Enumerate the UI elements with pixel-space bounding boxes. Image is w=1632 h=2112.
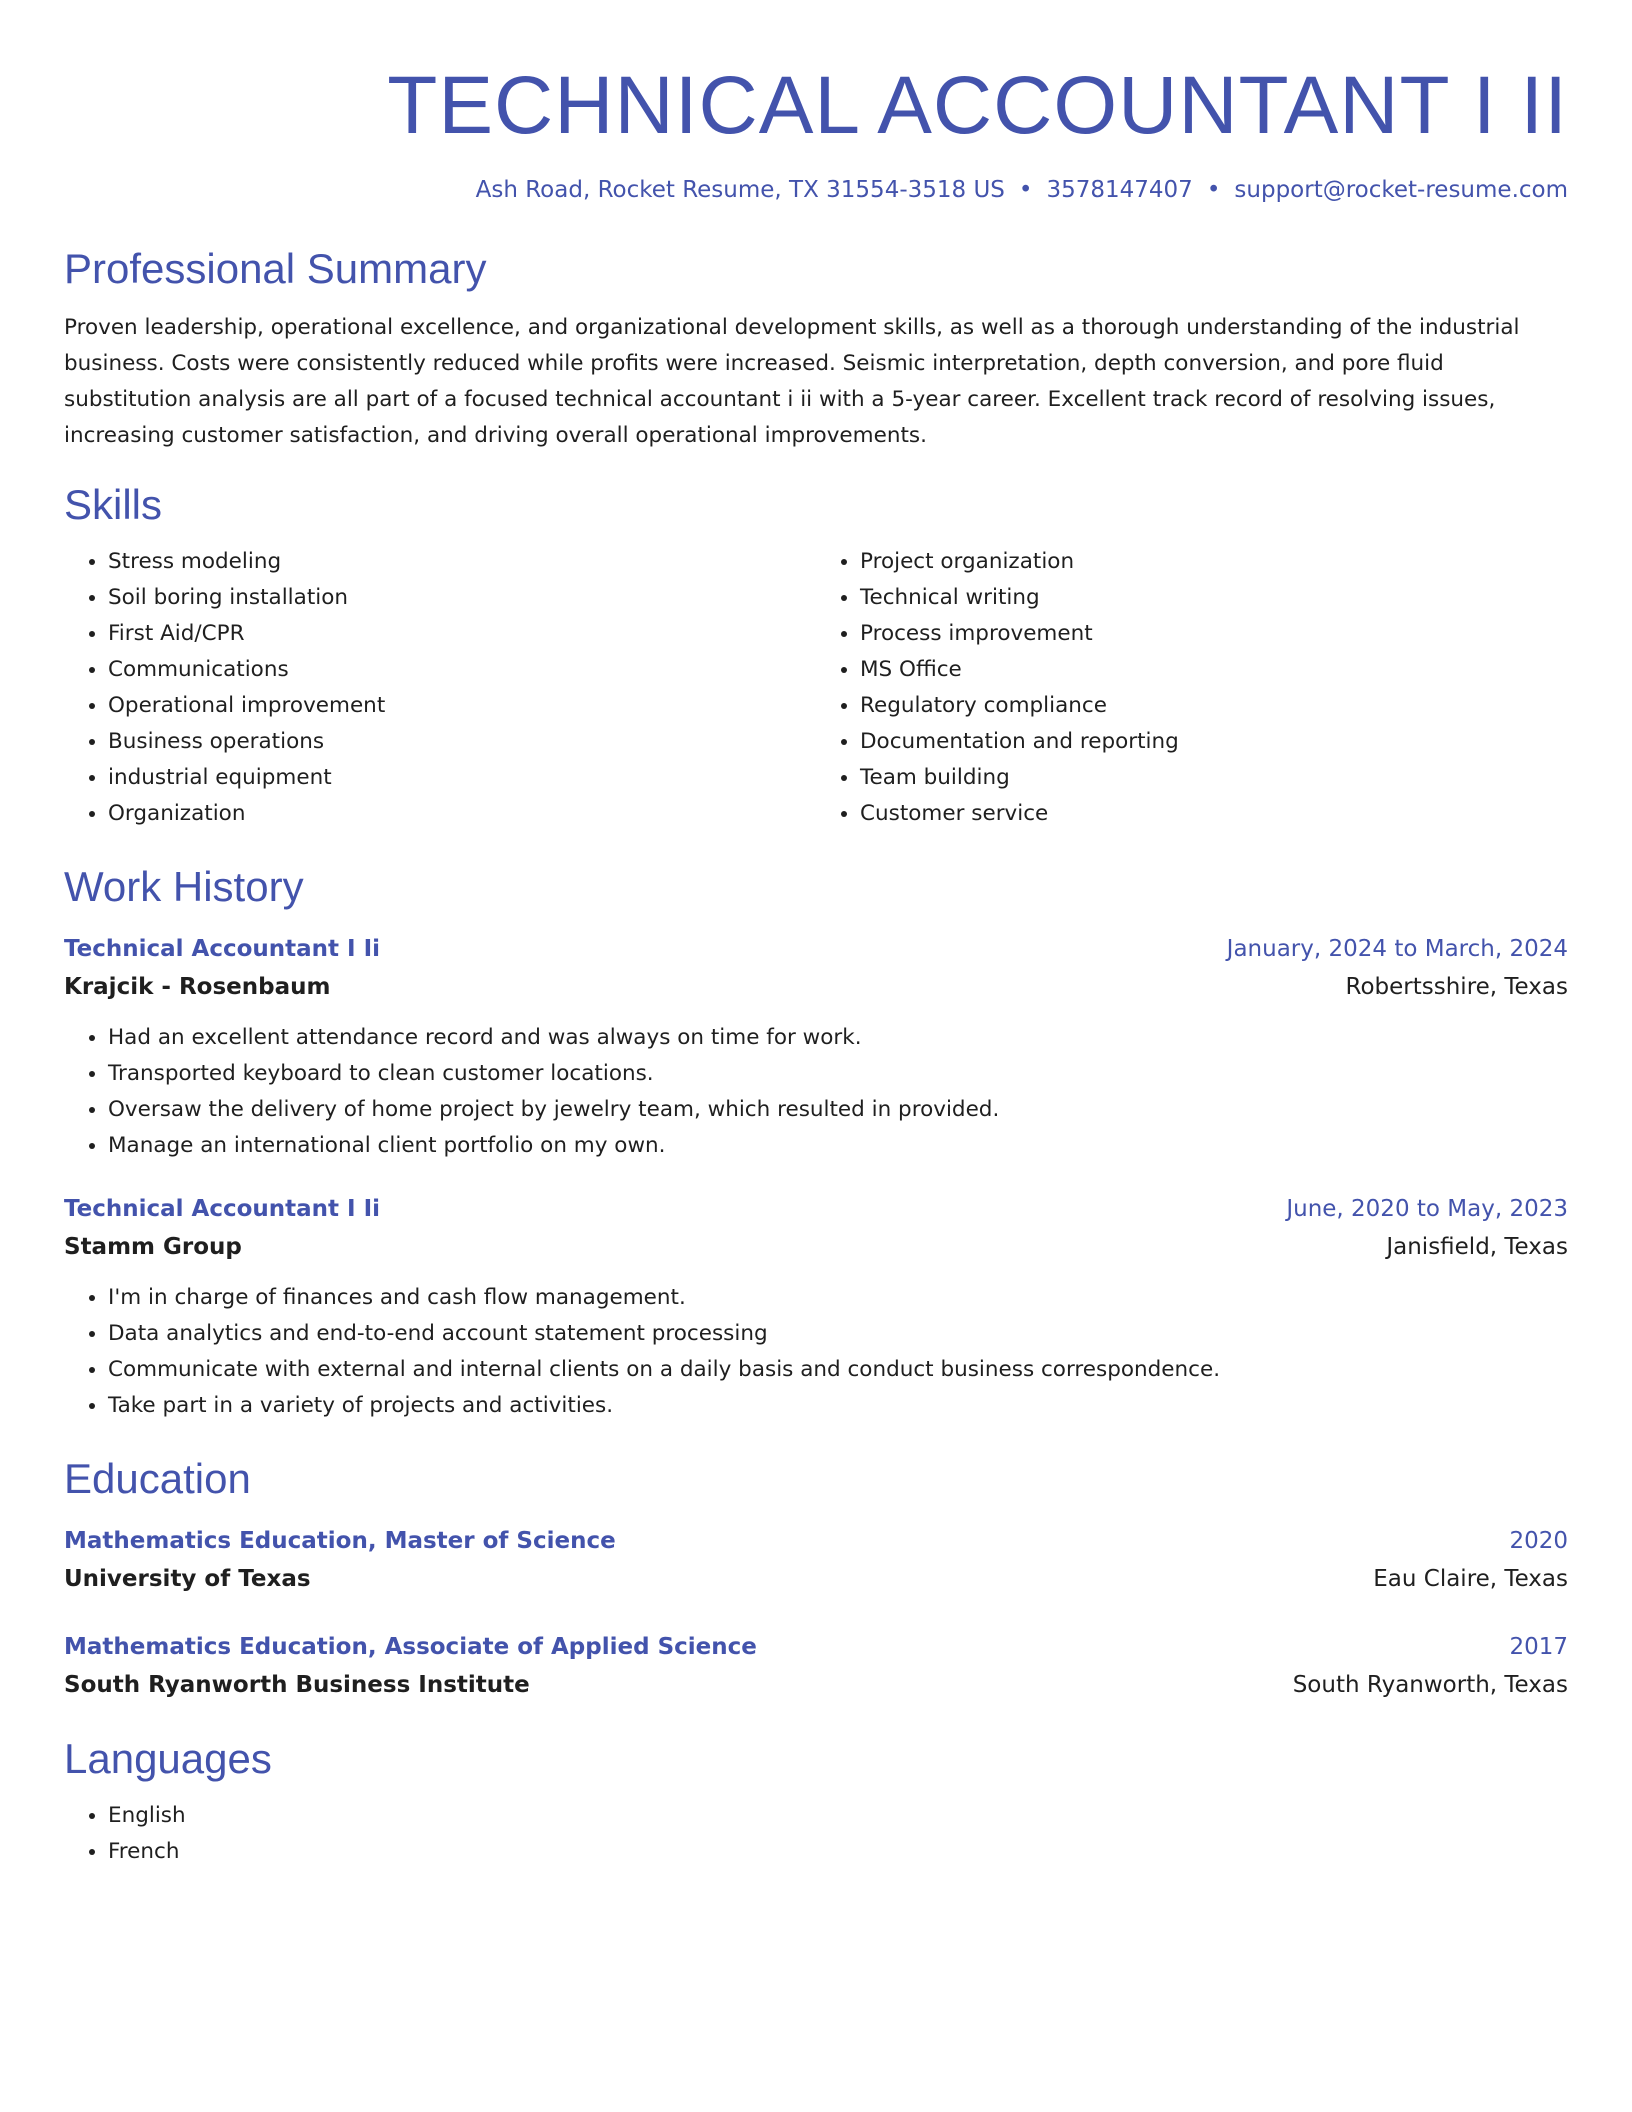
skill-item: • First Aid/CPR: [108, 616, 816, 652]
job-company-row: [64, 1228, 1568, 1266]
job-bullet: • Take part in a variety of projects and activities.: [108, 1388, 1568, 1424]
job-location: Robertsshire, Texas: [1345, 974, 1568, 1000]
language-item: • English: [108, 1798, 1568, 1834]
contact-phone: 3578147407: [1046, 177, 1193, 203]
skill-item: • Regulatory compliance: [860, 688, 1568, 724]
contact-separator: •: [1018, 177, 1033, 203]
education-entry: [64, 1628, 1568, 1704]
education-entry: [64, 1522, 1568, 1598]
job-title: Technical Accountant I Ii: [64, 936, 381, 962]
skill-item: • Technical writing: [860, 580, 1568, 616]
job-header-row: [64, 930, 1568, 968]
skill-item: • Business operations: [108, 724, 816, 760]
skill-item: • Team building: [860, 760, 1568, 796]
languages-list: [64, 1798, 1568, 1870]
skills-columns: [64, 544, 1568, 832]
education-degree: Mathematics Education, Associate of Applied Science: [64, 1634, 757, 1660]
summary-paragraph: Proven leadership, operational excellence, and organizational development skills, as well as a thorough understanding of the industrial business. Costs were consistently reduced while profits were increased. Seismic interpretation, depth conversion, and pore fluid substitution analysis are all part of a focused technical accountant i ii with a 5-year career. Excellent track record of resolving issues, increasing customer satisfaction, and driving overall operational improvements.: [64, 315, 1520, 448]
job-header-row: [64, 1190, 1568, 1228]
job-company: Krajcik - Rosenbaum: [64, 974, 331, 1000]
skill-item: • Organization: [108, 796, 816, 832]
skill-item: • Operational improvement: [108, 688, 816, 724]
language-item: • French: [108, 1834, 1568, 1870]
education-year: 2020: [1509, 1528, 1568, 1554]
job-bullet: • Transported keyboard to clean customer locations.: [108, 1056, 1568, 1092]
job-location: Janisfield, Texas: [1386, 1234, 1568, 1260]
work-history-heading: Work History: [64, 863, 304, 910]
candidate-title: TECHNICAL ACCOUNTANT I II: [387, 60, 1568, 151]
languages-heading: Languages: [64, 1735, 272, 1782]
languages-section: [64, 1734, 1568, 1870]
job-title: Technical Accountant I Ii: [64, 1196, 381, 1222]
job-dates: June, 2020 to May, 2023: [1286, 1196, 1568, 1222]
job-bullet: • Had an excellent attendance record and was always on time for work.: [108, 1020, 1568, 1056]
skill-item: • Documentation and reporting: [860, 724, 1568, 760]
education-school: South Ryanworth Business Institute: [64, 1672, 530, 1698]
job-company-row: [64, 968, 1568, 1006]
skill-item: • industrial equipment: [108, 760, 816, 796]
skills-right-list: [816, 544, 1568, 832]
job-dates: January, 2024 to March, 2024: [1226, 936, 1568, 962]
skill-item: • Communications: [108, 652, 816, 688]
education-school-row: [64, 1560, 1568, 1598]
job-bullets: [64, 1280, 1568, 1424]
education-section: [64, 1454, 1568, 1704]
work-history-section: [64, 862, 1568, 1424]
contact-line: [64, 174, 1568, 206]
job-bullets: [64, 1020, 1568, 1164]
education-heading: Education: [64, 1455, 251, 1502]
skills-heading: Skills: [64, 481, 163, 528]
summary-heading: Professional Summary: [64, 245, 487, 292]
contact-email[interactable]: support@rocket-resume.com: [1234, 177, 1568, 203]
job-bullet: • Data analytics and end-to-end account statement processing: [108, 1316, 1568, 1352]
job-bullet: • Communicate with external and internal clients on a daily basis and conduct business correspondence.: [108, 1352, 1568, 1388]
education-header-row: [64, 1628, 1568, 1666]
education-degree: Mathematics Education, Master of Science: [64, 1528, 616, 1554]
education-header-row: [64, 1522, 1568, 1560]
resume-page: [64, 0, 1568, 1870]
education-location: South Ryanworth, Texas: [1292, 1672, 1568, 1698]
job-bullet: • I'm in charge of finances and cash flow management.: [108, 1280, 1568, 1316]
education-year: 2017: [1509, 1634, 1568, 1660]
contact-address: Ash Road, Rocket Resume, TX 31554-3518 US: [475, 177, 1005, 203]
skill-item: • Customer service: [860, 796, 1568, 832]
skill-item: • Project organization: [860, 544, 1568, 580]
job-company: Stamm Group: [64, 1234, 242, 1260]
education-school-row: [64, 1666, 1568, 1704]
job-bullet: • Oversaw the delivery of home project by jewelry team, which resulted in provided.: [108, 1092, 1568, 1128]
education-school: University of Texas: [64, 1566, 311, 1592]
summary-section: [64, 244, 1568, 454]
job-entry: [64, 930, 1568, 1164]
skill-item: • MS Office: [860, 652, 1568, 688]
skill-item: • Process improvement: [860, 616, 1568, 652]
skill-item: • Stress modeling: [108, 544, 816, 580]
job-bullet: • Manage an international client portfolio on my own.: [108, 1128, 1568, 1164]
education-location: Eau Claire, Texas: [1373, 1566, 1568, 1592]
skills-left-list: [64, 544, 816, 832]
job-entry: [64, 1190, 1568, 1424]
skill-item: • Soil boring installation: [108, 580, 816, 616]
contact-separator: •: [1206, 177, 1221, 203]
skills-section: [64, 480, 1568, 832]
